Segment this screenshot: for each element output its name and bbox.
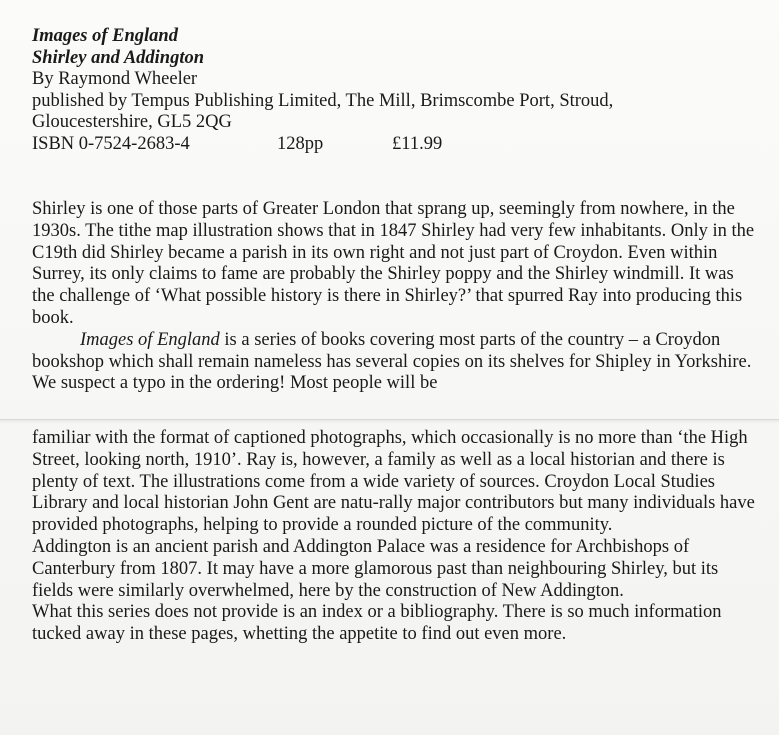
paper-fold [0, 419, 779, 424]
series-title: Images of England [32, 26, 178, 46]
paragraph-5: What this series does not provide is an index or a bibliography. There is so much information tucked away in these pages, whetting the appetite to find out even more. [32, 602, 722, 645]
paragraph-2 [32, 330, 757, 395]
paragraph-4: Addington is an ancient parish and Addington Palace was a residence for Archbishops of Canterbury from 1807. It may have a more glamorous past than neighbouring Shirley, but its fields were similarly overwhelmed, here by the construction of New Addington. [32, 536, 719, 601]
series-name-inline: Images of England [80, 329, 220, 350]
paragraph-1: Shirley is one of those parts of Greater London that sprang up, seemingly from nowhere, in the 1930s. The tithe map illustration shows that in 1847 Shirley had very few inhabitants. Only in the C19th did Shirley became a parish in its own right and not just part of Croydon. Even within Surrey, its only claims to fame are probably the Shirley poppy and the Shirley windmill. It was the challenge of ‘What possible history is there in Shirley?’ that spurred Ray into producing this book. [32, 199, 755, 328]
isbn-row [32, 134, 613, 156]
isbn: ISBN 0-7524-2683-4 [32, 133, 190, 154]
page-count: 128pp [277, 133, 324, 154]
review-body-top [32, 199, 757, 395]
book-title: Shirley and Addington [32, 47, 205, 68]
book-details [32, 26, 613, 155]
publisher-line-2: Gloucestershire, GL5 2QG [32, 112, 232, 132]
author: By Raymond Wheeler [32, 69, 198, 89]
paragraph-3: familiar with the format of captioned photographs, which occasionally is no more than ‘the High Street, looking north, 1910’. Ray is, however, a family as well as a local historian and there is plenty of text. The illustrations come from a wide variety of sources. Croydon Local Studies Library and local historian John Gent are natu-rally major contributors but many individuals have provided photographs, helping to provide a rounded picture of the community. [32, 428, 755, 536]
review-body-bottom [32, 428, 757, 646]
paragraph-2-text: is a series of books covering most parts of the country – a Croydon bookshop which shall remain nameless has several copies on its shelves for Shipley in Yorkshire. We suspect a typo in the ordering! Most people will be [32, 329, 752, 394]
publisher-line-1: published by Tempus Publishing Limited, The Mill, Brimscombe Port, Stroud, [32, 90, 614, 111]
price: £11.99 [392, 133, 443, 154]
